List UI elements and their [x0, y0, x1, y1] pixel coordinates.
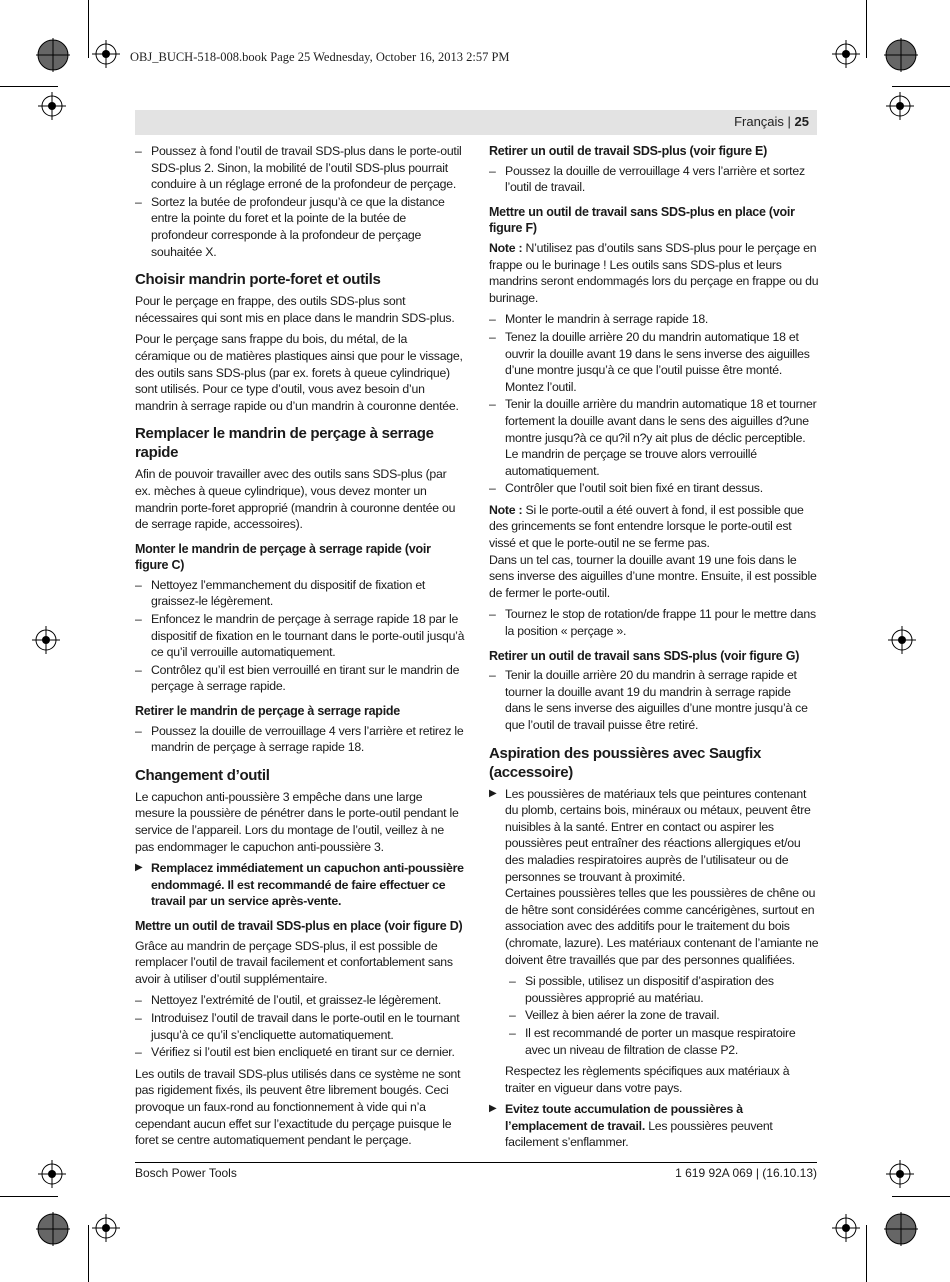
page-number: 25 — [794, 114, 809, 129]
note-paragraph — [489, 240, 819, 306]
list-item-text: Poussez la douille de verrouillage 4 vers l’arrière et retirez le mandrin de perçage à serrage rapide 18. — [151, 723, 464, 755]
warning-text: ▶ Les poussières de matériaux tels que peintures contenant du plomb, certains bois, minéraux ou métaux, peuvent être nuisibles à la santé. Entrer en contact ou aspirer les poussières peut entraîner des réactions allergiques et/ou des maladies respiratoires auprès de l’utilisateur ou de personnes se trouvant à proximité. — [505, 786, 811, 884]
list-item — [135, 1044, 465, 1061]
section-title: Aspiration des poussières avec Saugfix (accessoire) — [489, 744, 762, 781]
list-item — [135, 1010, 465, 1043]
registration-target-icon — [884, 1212, 918, 1246]
crosshair-icon — [832, 1214, 860, 1242]
list-item — [135, 662, 465, 695]
note-text: Si le porte-outil a été ouvert à fond, il est possible que des grincements se font entendre lorsque le porte-outil est vissé et que le porte-outil ne se ferme pas. — [489, 502, 804, 551]
paragraph: Grâce au mandrin de perçage SDS-plus, il est possible de remplacer l’outil de travail facilement et confortablement sans avoir à utiliser d’outil supplémentaire. — [135, 938, 453, 986]
list-item-text: Monter le mandrin à serrage rapide 18. — [505, 312, 709, 327]
list-item — [489, 329, 819, 395]
subsection-title: Retirer un outil de travail sans SDS-plus (voir figure G) — [489, 648, 800, 663]
registration-target-icon — [36, 38, 70, 72]
warning-text: Certaines poussières telles que les poussières de chêne ou de hêtre sont considérées comme cancérigènes, surtout en association avec des additifs pour le traitement du bois (chromate, lazure). Les matériaux contenant de l’amiante ne doivent être travaillés que par des personnes qualifiées. — [505, 886, 819, 967]
crop-line — [88, 0, 89, 58]
paragraph: Les outils de travail SDS-plus utilisés dans ce système ne sont pas rigidement fixés, ils peuvent être librement bougés. Ceci provoque un faux-rond au fonctionnement à vide qui n’a cependant aucun effet sur l’exactitude du perçage puisque le foret se centre automatiquement pendant le perçage. — [135, 1066, 461, 1148]
right-column — [489, 143, 819, 1156]
subsection-title: Mettre un outil de travail SDS-plus en place (voir figure D) — [135, 918, 463, 933]
crosshair-icon — [832, 40, 860, 68]
crop-line — [88, 1225, 89, 1282]
header-text: Français | 25 — [734, 114, 809, 129]
list-item-text: Il est recommandé de porter un masque respiratoire avec un niveau de filtration de classe P2. — [525, 1025, 796, 1057]
list-item-text: Contrôler que l’outil soit bien fixé en tirant dessus. — [505, 481, 763, 496]
list-item — [135, 723, 465, 756]
note-label: Note : — [489, 502, 523, 517]
list-item-text: Tournez le stop de rotation/de frappe 11 pour le mettre dans la position « perçage ». — [505, 607, 816, 639]
registration-target-icon — [884, 38, 918, 72]
crop-line — [866, 1225, 867, 1282]
list-item — [135, 577, 465, 610]
paragraph: Respectez les règlements spécifiques aux matériaux à traiter en vigueur dans votre pays. — [505, 1064, 790, 1095]
warning-item — [135, 860, 465, 910]
list-item — [489, 396, 819, 479]
registration-target-icon — [36, 1212, 70, 1246]
subsection-title: Monter le mandrin de perçage à serrage rapide (voir figure C) — [135, 541, 431, 573]
crosshair-icon — [38, 1160, 66, 1188]
section-title: Choisir mandrin porte-foret et outils — [135, 271, 381, 289]
crosshair-icon — [38, 92, 66, 120]
list-item — [489, 163, 819, 196]
list-item-text: Poussez la douille de verrouillage 4 vers l’arrière et sortez l’outil de travail. — [505, 163, 805, 195]
list-item — [489, 667, 819, 733]
crosshair-icon — [32, 626, 60, 654]
warning-item — [489, 786, 819, 969]
list-item-text: Tenir la douille arrière 20 du mandrin à serrage rapide et tourner la douille avant 19 du mandrin à serrage rapide dans le sens inverse des aiguilles d’une montre jusqu’à ce que l’outil de travail puisse être retiré. — [505, 668, 808, 732]
list-item — [489, 1007, 819, 1024]
crosshair-icon — [886, 1160, 914, 1188]
list-item-text: Tenez la douille arrière 20 du mandrin automatique 18 et ouvrir la douille avant 19 dans le sens inverse des aiguilles d’une montre jusqu’à ce que l’outil puisse être monté. Montez l’outil. — [505, 329, 810, 394]
crop-line — [0, 1196, 58, 1197]
list-item-text: Poussez à fond l’outil de travail SDS-plus dans le porte-outil SDS-plus 2. Sinon, la mobilité de l’outil SDS-plus pourrait conduire à un réglage erroné de la profondeur de perçage. — [151, 144, 462, 192]
subsection-title: Retirer un outil de travail SDS-plus (voir figure E) — [489, 144, 768, 158]
list-item — [489, 311, 819, 328]
crop-line — [892, 1196, 950, 1197]
footer-brand: Bosch Power Tools — [135, 1166, 237, 1180]
list-item-text: Tenir la douille arrière du mandrin automatique 18 et tourner fortement la douille avant dans le sens des aiguilles d?une montre jusqu?à ce qu?il n?y ait plus de déclic perceptible. Le mandrin de perçage se trouve alors verrouillé automatiquement. — [505, 397, 817, 478]
footer-doc-id: 1 619 92A 069 | (16.10.13) — [675, 1166, 817, 1180]
warning-text: Evitez toute accumulation de poussières à l’emplacement de travail. — [505, 1102, 743, 1133]
crop-line — [0, 86, 58, 87]
list-item — [489, 973, 819, 1006]
list-item — [489, 606, 819, 639]
print-info: OBJ_BUCH-518-008.book Page 25 Wednesday, October 16, 2013 2:57 PM — [130, 50, 510, 64]
crosshair-icon — [888, 626, 916, 654]
note-label: Note : — [489, 240, 523, 255]
list-item-text: Nettoyez l’emmanchement du dispositif de fixation et graissez-le légèrement. — [151, 577, 426, 609]
note-text: N’utilisez pas d’outils sans SDS-plus pour le perçage en frappe ou le burinage ! Les outils sans SDS-plus et leurs mandrins seront endommagés lors du perçage en frappe ou du burinage. — [489, 240, 819, 305]
note-paragraph — [489, 502, 819, 552]
list-item — [489, 480, 819, 497]
list-item — [135, 992, 465, 1009]
paragraph: Afin de pouvoir travailler avec des outils sans SDS-plus (par ex. mèches à queue cylindrique), vous devez monter un mandrin porte-foret approprié (mandrin à couronne dentée ou de serrage rapide, accessoires). — [135, 467, 456, 532]
list-item-text: Nettoyez l’extrémité de l’outil, et graissez-le légèrement. — [151, 993, 442, 1008]
header-language: Français — [734, 114, 784, 129]
list-item-text: Contrôlez qu’il est bien verrouillé en tirant sur le mandrin de perçage à serrage rapide. — [151, 662, 460, 694]
list-item — [135, 611, 465, 661]
footer-rule — [135, 1162, 817, 1163]
warning-text: Les poussières peuvent facilement s’enflammer. — [505, 1118, 773, 1150]
list-item — [135, 143, 465, 193]
left-column — [135, 143, 465, 1154]
list-item-text: Vérifiez si l’outil est bien encliqueté en tirant sur ce dernier. — [151, 1045, 455, 1060]
list-item — [135, 194, 465, 260]
crop-line — [892, 86, 950, 87]
paragraph: Pour le perçage en frappe, des outils SDS-plus sont nécessaires qui sont mis en place dans le mandrin SDS-plus. — [135, 294, 455, 325]
subsection-title: Mettre un outil de travail sans SDS-plus en place (voir figure F) — [489, 204, 795, 236]
crosshair-icon — [886, 92, 914, 120]
page-header — [135, 110, 817, 135]
paragraph: Le capuchon anti-poussière 3 empêche dans une large mesure la poussière de pénétrer dans le porte-outil pendant le service de l’appareil. Lors du montage de l’outil, veillez à ne pas endommager le capuchon anti-poussière 3. — [135, 789, 459, 854]
list-item — [489, 1025, 819, 1058]
crosshair-icon — [92, 40, 120, 68]
crosshair-icon — [92, 1214, 120, 1242]
subsection-title: Retirer le mandrin de perçage à serrage rapide — [135, 704, 401, 719]
section-title: Remplacer le mandrin de perçage à serrage rapide — [135, 425, 434, 462]
warning-text: Remplacez immédiatement un capuchon anti-poussière endommagé. Il est recommandé de faire effectuer ce travail par un service après-vente. — [151, 861, 464, 909]
list-item-text: Sortez la butée de profondeur jusqu’à ce que la distance entre la pointe du foret et la pointe de la butée de profondeur corresponde à la profondeur de perçage souhaitée X. — [151, 194, 445, 259]
list-item-text: Si possible, utilisez un dispositif d’aspiration des poussières approprié au matériau. — [525, 974, 774, 1005]
paragraph: Pour le perçage sans frappe du bois, du métal, de la céramique ou de matières plastiques ainsi que pour le vissage, des outils sans SDS-plus (par ex. forets à queue cylindrique) sont utilisés. Pour ce type d’outil, vous avez besoin d’un mandrin à serrage rapide ou d’un mandrin à couronne dentée. — [135, 332, 463, 413]
paragraph: Dans un tel cas, tourner la douille avant 19 une fois dans le sens inverse des aiguilles d’une montre. Ensuite, il est possible de fermer le porte-outil. — [489, 552, 817, 600]
list-item-text: Introduisez l’outil de travail dans le porte-outil en le tournant jusqu’à ce qu’il s’encliquette automatiquement. — [151, 1010, 460, 1042]
list-item-text: Enfoncez le mandrin de perçage à serrage rapide 18 par le dispositif de fixation en le tournant dans le porte-outil jusqu’à ce qu’il verrouille automatiquement. — [151, 612, 465, 660]
section-title: Changement d’outil — [135, 766, 270, 784]
warning-item — [489, 1101, 819, 1151]
crop-line — [866, 0, 867, 58]
list-item-text: Veillez à bien aérer la zone de travail. — [525, 1008, 720, 1023]
